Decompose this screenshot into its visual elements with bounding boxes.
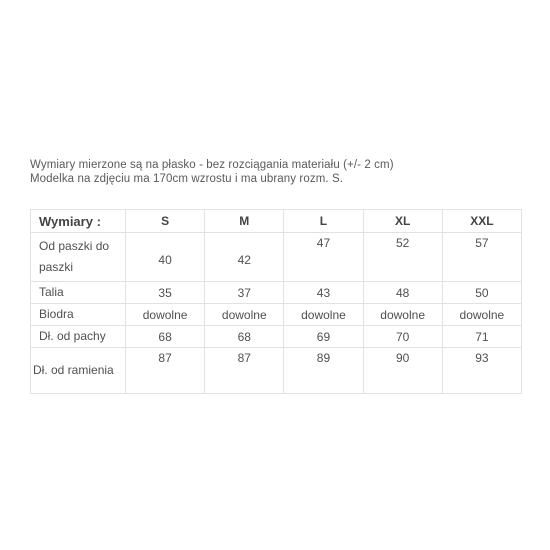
- table-row-length-shoulder: [31, 348, 522, 394]
- table-cell: 57: [442, 233, 521, 282]
- table-cell: 47: [284, 233, 363, 282]
- table-cell: 35: [126, 282, 205, 304]
- row-label: Od paszki do paszki: [31, 233, 126, 282]
- table-cell: 87: [205, 348, 284, 394]
- size-header-xxl: XXL: [442, 210, 521, 233]
- table-cell: 89: [284, 348, 363, 394]
- table-cell: 52: [363, 233, 442, 282]
- table-cell: dowolne: [284, 304, 363, 326]
- table-cell: dowolne: [363, 304, 442, 326]
- table-cell: 48: [363, 282, 442, 304]
- size-header-l: L: [284, 210, 363, 233]
- table-cell: 37: [205, 282, 284, 304]
- table-cell: 40: [126, 233, 205, 282]
- table-cell: 68: [205, 326, 284, 348]
- table-cell: 43: [284, 282, 363, 304]
- table-row-length-armpit: [31, 326, 522, 348]
- table-row-waist: [31, 282, 522, 304]
- table-cell: 68: [126, 326, 205, 348]
- table-cell: 70: [363, 326, 442, 348]
- table-cell: 87: [126, 348, 205, 394]
- row-label: Dł. od pachy: [31, 326, 126, 348]
- row-label: Biodra: [31, 304, 126, 326]
- table-cell: 50: [442, 282, 521, 304]
- size-header-m: M: [205, 210, 284, 233]
- table-cell: 90: [363, 348, 442, 394]
- table-cell: dowolne: [126, 304, 205, 326]
- table-cell: 93: [442, 348, 521, 394]
- corner-label: Wymiary :: [31, 210, 126, 233]
- size-header-row: [31, 210, 522, 233]
- size-table: [30, 209, 522, 394]
- table-cell: 71: [442, 326, 521, 348]
- table-row-bust: [31, 233, 522, 282]
- intro-line-model: Modelka na zdjęciu ma 170cm wzrostu i ma ubrany rozm. S.: [30, 173, 344, 185]
- size-header-xl: XL: [363, 210, 442, 233]
- row-label: Talia: [31, 282, 126, 304]
- table-cell: dowolne: [442, 304, 521, 326]
- row-label: Dł. od ramienia: [31, 348, 126, 394]
- intro-text: [30, 158, 530, 186]
- table-cell: dowolne: [205, 304, 284, 326]
- table-cell: 69: [284, 326, 363, 348]
- table-row-hips: [31, 304, 522, 326]
- size-header-s: S: [126, 210, 205, 233]
- table-cell: 42: [205, 233, 284, 282]
- intro-line-measurements: Wymiary mierzone są na płasko - bez rozciągania materiału (+/- 2 cm): [30, 159, 394, 171]
